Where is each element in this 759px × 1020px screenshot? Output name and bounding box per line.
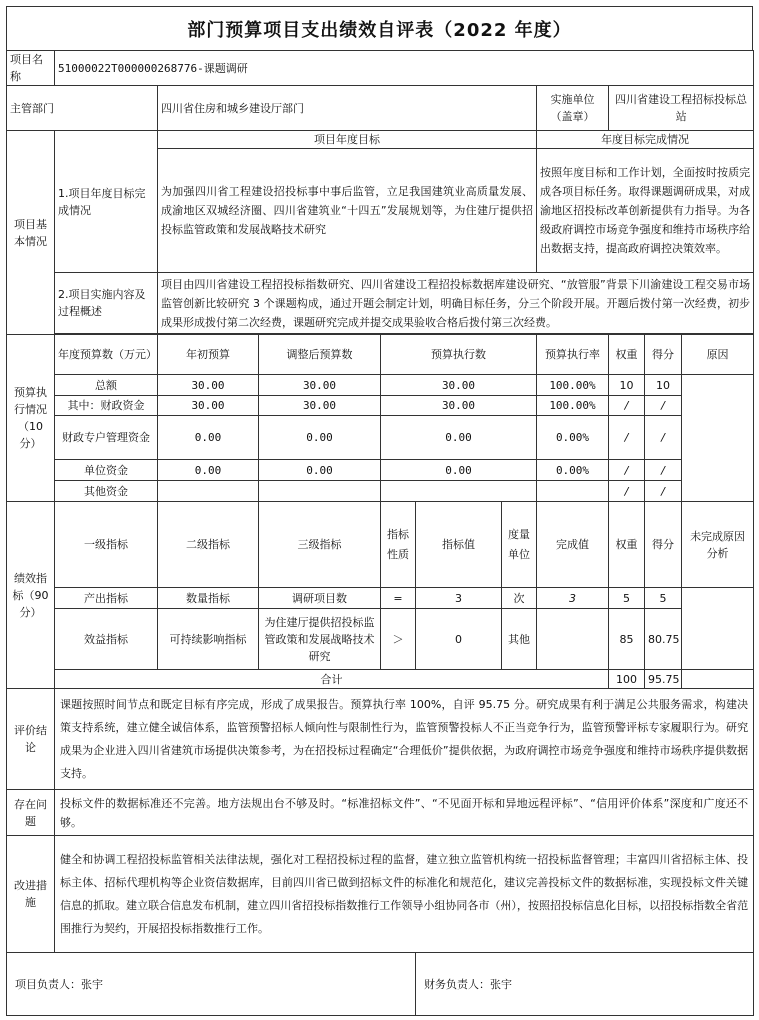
perf-header-value: 指标值 bbox=[416, 502, 502, 588]
impl-label: 2.项目实施内容及过程概述 bbox=[55, 273, 158, 334]
perf-score: 80.75 bbox=[645, 609, 682, 670]
perf-score: 5 bbox=[645, 588, 682, 609]
perf-header-level2: 二级指标 bbox=[158, 502, 259, 588]
perf-done bbox=[537, 609, 609, 670]
implementing-unit-label: 实施单位（盖章） bbox=[537, 86, 609, 131]
table-row bbox=[7, 588, 754, 609]
budget-initial: 0.00 bbox=[158, 416, 259, 460]
budget-header-score: 得分 bbox=[645, 335, 682, 375]
measures-label: 改进措施 bbox=[7, 836, 55, 953]
budget-executed: 30.00 bbox=[381, 375, 537, 396]
perf-header-score: 得分 bbox=[645, 502, 682, 588]
basic-header-row bbox=[7, 131, 754, 149]
budget-executed: 30.00 bbox=[381, 396, 537, 416]
perf-level3: 为住建厅提供招投标监管政策和发展战略技术研究 bbox=[259, 609, 381, 670]
completion-text: 按照年度目标和工作计划，全面按时按质完成各项目标任务。取得课题调研成果，对成渝地区招投标改革创新提供有力指导。为各级政府调控市场竞争强度和维持市场秩序给出数据支持，提高政府调控决策效率。 bbox=[537, 149, 754, 273]
perf-level2: 可持续影响指标 bbox=[158, 609, 259, 670]
conclusion-text: 课题按照时间节点和既定目标有序完成，形成了成果报告。预算执行率 100%，自评 95.75 分。研究成果有利于满足公共服务需求，构建决策支持系统，建立健全诚信体系，监管预警招标人倾向性与限制性行为，监管预警投标人不正当竞争行为，监管预警评标专家履职行为。研究成果为企业进入四川省建筑市场提供决策参考，为在招投标过程确定“合理低价”提供依据，为政府调控市场竞争强度和维持市场秩序提供数据支持。 bbox=[55, 689, 754, 790]
budget-initial: 30.00 bbox=[158, 396, 259, 416]
perf-header-unit: 度量单位 bbox=[502, 502, 537, 588]
perf-header-done: 完成值 bbox=[537, 502, 609, 588]
target-row-label: 1.项目年度目标完成情况 bbox=[55, 131, 158, 273]
perf-nature: ＞ bbox=[381, 609, 416, 670]
budget-score: / bbox=[645, 416, 682, 460]
budget-score: / bbox=[645, 481, 682, 502]
budget-initial bbox=[158, 481, 259, 502]
perf-reason-cell bbox=[682, 588, 754, 670]
budget-item: 财政专户管理资金 bbox=[55, 416, 158, 460]
target-header: 项目年度目标 bbox=[158, 131, 537, 149]
impl-text: 项目由四川省建设工程招投标指数研究、四川省建设工程招投标数据库建设研究、“放管服”背景下川渝建设工程交易市场监管创新比较研究 3 个课题构成，通过开题会制定计划，明确目标任务，分三个阶段开展。开题后拨付第一次经费，初步成果形成拨付第二次经费，课题研究完成并提交成果验收合格后拨付第三次经费。 bbox=[158, 273, 754, 334]
budget-weight: / bbox=[609, 481, 645, 502]
budget-adjusted: 30.00 bbox=[259, 375, 381, 396]
table-row bbox=[7, 609, 754, 670]
signature-row bbox=[7, 953, 754, 1016]
table-row bbox=[7, 416, 754, 460]
budget-rate: 0.00% bbox=[537, 460, 609, 481]
project-name-label: 项目名称 bbox=[7, 51, 55, 86]
implementing-unit-value: 四川省建设工程招标投标总站 bbox=[609, 86, 754, 131]
budget-header-weight: 权重 bbox=[609, 335, 645, 375]
total-reason-cell bbox=[682, 670, 754, 689]
total-row bbox=[7, 670, 754, 689]
perf-value: 3 bbox=[416, 588, 502, 609]
perf-level1: 产出指标 bbox=[55, 588, 158, 609]
department-row bbox=[7, 86, 754, 131]
perf-done: 3 bbox=[537, 588, 609, 609]
perf-header-reason: 未完成原因分析 bbox=[682, 502, 754, 588]
budget-adjusted bbox=[259, 481, 381, 502]
department-label: 主管部门 bbox=[7, 86, 158, 131]
perf-level2: 数量指标 bbox=[158, 588, 259, 609]
budget-section-label: 预算执行情况（10分） bbox=[7, 335, 55, 502]
conclusion-row bbox=[7, 689, 754, 790]
budget-header-reason: 原因 bbox=[682, 335, 754, 375]
perf-header-row bbox=[7, 502, 754, 588]
target-text: 为加强四川省工程建设招投标事中事后监管，立足我国建筑业高质量发展、成渝地区双城经济圈、四川省建筑业“十四五”发展规划等，为住建厅提供招投标监管政策和发展战略技术研究 bbox=[158, 149, 537, 273]
budget-header-executed: 预算执行数 bbox=[381, 335, 537, 375]
budget-weight: 10 bbox=[609, 375, 645, 396]
total-score: 95.75 bbox=[645, 670, 682, 689]
budget-rate: 0.00% bbox=[537, 416, 609, 460]
perf-header-weight: 权重 bbox=[609, 502, 645, 588]
budget-adjusted: 0.00 bbox=[259, 460, 381, 481]
budget-executed bbox=[381, 481, 537, 502]
budget-adjusted: 30.00 bbox=[259, 396, 381, 416]
budget-item: 总额 bbox=[55, 375, 158, 396]
table-row bbox=[7, 375, 754, 396]
perf-level1: 效益指标 bbox=[55, 609, 158, 670]
budget-rate: 100.00% bbox=[537, 375, 609, 396]
department-value: 四川省住房和城乡建设厅部门 bbox=[158, 86, 537, 131]
budget-score: / bbox=[645, 396, 682, 416]
budget-weight: / bbox=[609, 396, 645, 416]
problems-label: 存在问题 bbox=[7, 790, 55, 836]
budget-item: 其中：财政资金 bbox=[55, 396, 158, 416]
budget-item: 单位资金 bbox=[55, 460, 158, 481]
table-row bbox=[7, 481, 754, 502]
budget-rate bbox=[537, 481, 609, 502]
budget-score: 10 bbox=[645, 375, 682, 396]
measures-text: 健全和协调工程招投标监管相关法律法规，强化对工程招投标过程的监督，建立独立监管机构统一招投标监督管理；丰富四川省招标主体、投标主体、招标代理机构等企业资信数据库，目前四川省已做到招标文件的标准化和规范化，建议完善投标文件的数据标准，实现投标文件关键信息的抓取。建立联合信息发布机制，建立四川省招投标指数推行工作领导小组协同各市（州），按照招投标信息化目标，以招投标指数全省范围推行为契约，开展招投标指数推行工作。 bbox=[55, 836, 754, 953]
perf-unit: 其他 bbox=[502, 609, 537, 670]
perf-weight: 5 bbox=[609, 588, 645, 609]
project-name-row bbox=[7, 51, 754, 86]
perf-header-nature: 指标性质 bbox=[381, 502, 416, 588]
finance-lead: 财务负责人：张宇 bbox=[416, 953, 754, 1016]
perf-header-level1: 一级指标 bbox=[55, 502, 158, 588]
table-row bbox=[7, 460, 754, 481]
perf-unit: 次 bbox=[502, 588, 537, 609]
budget-weight: / bbox=[609, 460, 645, 481]
budget-initial: 30.00 bbox=[158, 375, 259, 396]
budget-executed: 0.00 bbox=[381, 416, 537, 460]
basic-impl-row bbox=[7, 273, 754, 334]
evaluation-table bbox=[6, 50, 754, 1016]
budget-item: 其他资金 bbox=[55, 481, 158, 502]
problems-text: 投标文件的数据标准还不完善。地方法规出台不够及时。“标准招标文件”、“不见面开标和异地远程评标”、“信用评价体系”深度和广度还不够。 bbox=[55, 790, 754, 836]
problems-row bbox=[7, 790, 754, 836]
budget-header-row bbox=[7, 335, 754, 375]
perf-value: 0 bbox=[416, 609, 502, 670]
perf-level3: 调研项目数 bbox=[259, 588, 381, 609]
completion-header: 年度目标完成情况 bbox=[537, 131, 754, 149]
conclusion-label: 评价结论 bbox=[7, 689, 55, 790]
perf-weight: 85 bbox=[609, 609, 645, 670]
budget-score: / bbox=[645, 460, 682, 481]
budget-header-adjusted: 调整后预算数 bbox=[259, 335, 381, 375]
project-name-value: 51000022T000000268776-课题调研 bbox=[55, 51, 754, 86]
budget-weight: / bbox=[609, 416, 645, 460]
budget-executed: 0.00 bbox=[381, 460, 537, 481]
budget-adjusted: 0.00 bbox=[259, 416, 381, 460]
project-lead: 项目负责人：张宇 bbox=[7, 953, 416, 1016]
page-title: 部门预算项目支出绩效自评表（2022 年度） bbox=[6, 6, 753, 50]
perf-section-label: 绩效指标（90分） bbox=[7, 502, 55, 689]
measures-row bbox=[7, 836, 754, 953]
basic-section-label: 项目基本情况 bbox=[7, 131, 55, 335]
table-row bbox=[7, 396, 754, 416]
perf-header-level3: 三级指标 bbox=[259, 502, 381, 588]
budget-rate: 100.00% bbox=[537, 396, 609, 416]
budget-initial: 0.00 bbox=[158, 460, 259, 481]
perf-nature: = bbox=[381, 588, 416, 609]
budget-header-item: 年度预算数（万元） bbox=[55, 335, 158, 375]
total-label: 合计 bbox=[55, 670, 609, 689]
budget-reason-cell bbox=[682, 375, 754, 502]
budget-header-rate: 预算执行率 bbox=[537, 335, 609, 375]
total-weight: 100 bbox=[609, 670, 645, 689]
budget-header-initial: 年初预算 bbox=[158, 335, 259, 375]
